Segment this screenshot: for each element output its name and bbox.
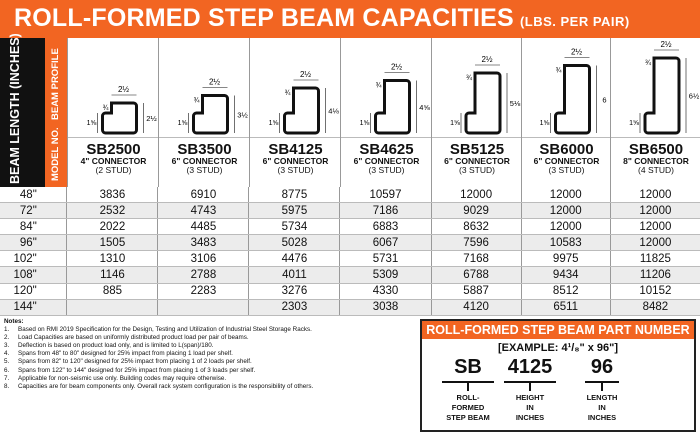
capacity-cell: 7596 <box>431 235 521 251</box>
dim-top-label: 2½ <box>390 62 403 72</box>
label-line: IN <box>526 403 534 412</box>
table-row <box>0 187 700 203</box>
table-row <box>0 219 700 235</box>
beam-length-label: BEAM LENGTH (INCHES) <box>8 33 22 184</box>
model-name: SB5125 <box>449 141 505 158</box>
note-number: 2. <box>4 334 10 342</box>
title-bar <box>0 0 700 38</box>
dim-step-label: ¾ <box>193 97 200 105</box>
spacer-cell <box>45 187 67 203</box>
model-cell-0 <box>67 137 159 187</box>
capacity-cell: 12000 <box>521 203 610 219</box>
model-cell-2 <box>249 137 341 187</box>
part-code-label <box>572 393 632 423</box>
stud-label: (4 STUD) <box>638 165 674 175</box>
spacer-cell <box>45 235 67 251</box>
capacity-cell: 8632 <box>431 219 521 235</box>
dim-left-label: 1⅝ <box>268 120 279 127</box>
beam-outline <box>556 66 590 134</box>
capacity-table <box>0 187 700 316</box>
length-cell: 72" <box>0 203 45 219</box>
capacity-cell: 12000 <box>610 235 700 251</box>
capacity-cell: 5731 <box>340 251 431 267</box>
capacity-cell: 6910 <box>158 187 249 203</box>
dim-left-label: 1⅝ <box>539 120 550 127</box>
note-text: Deflection is based on product load only, and is limited to L(span)/180. <box>18 342 214 350</box>
label-line: FORMED <box>451 403 485 412</box>
note-number: 6. <box>4 366 10 374</box>
note-item <box>4 334 414 342</box>
capacity-cell: 12000 <box>610 203 700 219</box>
model-name: SB4625 <box>359 141 414 158</box>
capacity-cell: 4743 <box>158 203 249 219</box>
note-number: 4. <box>4 350 10 358</box>
spacer-cell <box>45 219 67 235</box>
stud-label: (3 STUD) <box>186 165 223 175</box>
note-text: Based on RMI 2019 Specification for the Design, Testing and Utilization of Industrial Steel Storage Racks. <box>18 326 312 334</box>
beam-profile-drawing <box>341 38 432 137</box>
capacity-cell: 7186 <box>340 203 431 219</box>
capacity-cell: 12000 <box>521 219 610 235</box>
profile-cell-3 <box>340 38 432 137</box>
model-cell-6 <box>610 137 700 187</box>
connector-label: 6" CONNECTOR <box>444 156 510 166</box>
model-name: SB6000 <box>539 141 594 158</box>
title-unit: (LBS. PER PAIR) <box>519 14 630 29</box>
capacity-cell: 1310 <box>67 251 158 267</box>
capacity-cell: 6883 <box>340 219 431 235</box>
capacity-cell: 9029 <box>431 203 521 219</box>
dim-top-label: 2½ <box>208 77 221 87</box>
note-number: 3. <box>4 342 10 350</box>
model-name: SB4125 <box>268 141 323 158</box>
connector-label: 6" CONNECTOR <box>171 156 238 166</box>
dim-height-label: 4⅛ <box>328 106 339 116</box>
capacity-cell: 885 <box>67 283 158 299</box>
title-main: ROLL-FORMED STEP BEAM CAPACITIES <box>14 4 514 32</box>
capacity-cell <box>158 299 249 315</box>
capacity-cell: 3483 <box>158 235 249 251</box>
capacity-cell: 3106 <box>158 251 249 267</box>
stud-label: (3 STUD) <box>277 165 314 175</box>
capacity-cell: 3276 <box>249 283 340 299</box>
model-cell-1 <box>158 137 250 187</box>
beam-profile-drawing <box>159 38 250 137</box>
label-line: HEIGHT <box>515 393 545 402</box>
note-number: 7. <box>4 374 10 382</box>
connector-label: 6" CONNECTOR <box>262 156 329 166</box>
beam-outline <box>466 73 500 133</box>
model-name: SB3500 <box>177 141 232 158</box>
capacity-cell: 4330 <box>340 283 431 299</box>
capacity-cell: 12000 <box>610 187 700 203</box>
table-row <box>0 299 700 315</box>
capacity-cell: 5309 <box>340 267 431 283</box>
beam-profile-label: BEAM PROFILE <box>50 48 61 120</box>
capacity-cell: 2303 <box>249 299 340 315</box>
beam-profile-drawing <box>522 38 611 137</box>
part-code: 4125 <box>507 356 553 378</box>
note-item <box>4 367 414 375</box>
capacity-cell: 5734 <box>249 219 340 235</box>
part-number-box <box>420 319 696 432</box>
model-name: SB6500 <box>628 141 684 158</box>
dim-step-label: ¾ <box>555 67 562 75</box>
capacity-cell: 2283 <box>158 283 249 299</box>
profile-cell-1 <box>158 38 250 137</box>
beam-profile-drawing <box>611 38 700 137</box>
capacity-cell: 10583 <box>521 235 610 251</box>
length-cell: 84" <box>0 219 45 235</box>
capacity-cell: 9434 <box>521 267 610 283</box>
capacity-cell: 8512 <box>521 283 610 299</box>
note-item <box>4 342 414 350</box>
beam-length-header <box>0 33 45 187</box>
capacity-cell: 12000 <box>521 187 610 203</box>
length-cell: 108" <box>0 267 45 283</box>
connector-label: 4" CONNECTOR <box>80 156 147 166</box>
spacer-cell <box>45 299 67 315</box>
profile-cell-2 <box>249 38 341 137</box>
note-number: 5. <box>4 358 10 366</box>
capacity-cell: 5887 <box>431 283 521 299</box>
capacity-cell: 1505 <box>67 235 158 251</box>
beam-profile-drawing <box>250 38 341 137</box>
capacity-cell: 6511 <box>521 299 610 315</box>
connector-label: 6" CONNECTOR <box>533 156 600 166</box>
table-row <box>0 283 700 299</box>
length-cell: 48" <box>0 187 45 203</box>
profile-cell-5 <box>521 38 611 137</box>
dim-step-label: ¾ <box>466 75 472 82</box>
capacity-cell <box>67 299 158 315</box>
label-line: INCHES <box>515 413 545 422</box>
note-item <box>4 358 414 366</box>
profile-cell-0 <box>67 38 159 137</box>
stud-label: (3 STUD) <box>459 165 495 175</box>
beam-profile-drawing <box>68 38 159 137</box>
dim-height-label: 6½ <box>688 91 700 101</box>
capacity-cell: 8775 <box>249 187 340 203</box>
note-text: Load Capacities are based on uniformly distributed product load per pair of beams. <box>18 334 249 342</box>
notes <box>4 318 414 391</box>
capacity-cell: 10152 <box>610 283 700 299</box>
spacer-cell <box>45 251 67 267</box>
table-row <box>0 235 700 251</box>
capacity-cell: 11825 <box>610 251 700 267</box>
capacity-cell: 3836 <box>67 187 158 203</box>
capacity-cell: 2022 <box>67 219 158 235</box>
beam-profile-header <box>45 38 67 137</box>
code-tick <box>601 381 603 391</box>
label-line: STEP BEAM <box>446 413 490 422</box>
spacer-cell <box>45 267 67 283</box>
label-line: ROLL- <box>456 393 480 402</box>
note-text: Capacities are for beam components only. Overall rack system configuration is the responsibility of others. <box>18 382 314 390</box>
dim-left-label: 1⅝ <box>629 120 639 127</box>
note-text: Spans from 122" to 144" designed for 25% impact from placing 1 of 3 loads per shelf. <box>18 366 256 374</box>
label-line: IN <box>598 403 606 412</box>
capacity-cell: 7168 <box>431 251 521 267</box>
capacity-cell: 8482 <box>610 299 700 315</box>
beam-profile-drawing <box>432 38 522 137</box>
dim-top-label: 2½ <box>299 70 312 79</box>
capacity-cell: 4485 <box>158 219 249 235</box>
capacity-cell: 5028 <box>249 235 340 251</box>
dim-step-label: ¾ <box>375 82 382 90</box>
stud-label: (2 STUD) <box>95 165 132 175</box>
note-number: 8. <box>4 382 10 390</box>
dim-step-label: ¾ <box>284 90 291 97</box>
dim-top-label: 2½ <box>570 47 583 57</box>
dim-height-label: 4⅝ <box>419 102 430 112</box>
length-cell: 120" <box>0 283 45 299</box>
part-code-label <box>438 393 498 423</box>
dim-top-label: 2½ <box>117 85 130 94</box>
dim-height-label: 3½ <box>237 110 248 120</box>
capacity-cell: 12000 <box>610 219 700 235</box>
length-cell: 144" <box>0 299 45 315</box>
note-item <box>4 375 414 383</box>
capacity-cell: 6067 <box>340 235 431 251</box>
note-text: Spans from 48" to 80" designed for 25% impact from placing 1 load per shelf. <box>18 350 233 358</box>
capacity-cell: 4476 <box>249 251 340 267</box>
capacity-cell: 12000 <box>431 187 521 203</box>
capacity-cell: 2532 <box>67 203 158 219</box>
capacity-cell: 1146 <box>67 267 158 283</box>
label-line: LENGTH <box>586 393 618 402</box>
beam-outline <box>645 58 679 133</box>
part-number-example: [EXAMPLE: 4¹/₈" x 96"] <box>497 342 619 354</box>
note-item <box>4 383 414 391</box>
page-title <box>14 4 630 33</box>
dim-top-label: 2½ <box>481 55 493 64</box>
notes-heading: Notes: <box>4 318 24 325</box>
spacer-cell <box>45 283 67 299</box>
code-tick <box>467 381 469 391</box>
profile-cell-4 <box>431 38 522 137</box>
profile-cell-6 <box>610 38 700 137</box>
capacity-cell: 2788 <box>158 267 249 283</box>
table-row <box>0 251 700 267</box>
dim-height-label: 5⅛ <box>509 99 521 108</box>
code-tick <box>529 381 531 391</box>
dim-step-label: ¾ <box>102 105 109 112</box>
label-line: INCHES <box>587 413 617 422</box>
note-number: 1. <box>4 326 10 334</box>
note-item <box>4 350 414 358</box>
length-cell: 96" <box>0 235 45 251</box>
note-item <box>4 326 414 334</box>
capacity-cell: 3038 <box>340 299 431 315</box>
stud-label: (3 STUD) <box>548 165 585 175</box>
model-no-header <box>45 127 67 187</box>
connector-label: 6" CONNECTOR <box>353 156 420 166</box>
capacity-cell: 6788 <box>431 267 521 283</box>
part-code-label <box>500 393 560 423</box>
dim-left-label: 1⅝ <box>450 120 460 127</box>
dim-left-label: 1⅝ <box>359 120 370 127</box>
dim-height-label: 2½ <box>146 114 157 123</box>
capacity-cell: 9975 <box>521 251 610 267</box>
note-text: Applicable for non-seismic use only. Building codes may require otherwise. <box>18 374 227 382</box>
model-no-label: MODEL NO. <box>50 127 61 181</box>
capacity-cell: 5975 <box>249 203 340 219</box>
connector-label: 8" CONNECTOR <box>623 156 689 166</box>
note-text: Spans from 82" to 120" designed for 25% impact from placing 1 of 2 loads per shelf. <box>18 358 252 366</box>
capacity-cell: 4011 <box>249 267 340 283</box>
model-cell-4 <box>431 137 522 187</box>
dim-left-label: 1⅝ <box>86 120 97 127</box>
model-name: SB2500 <box>86 141 141 158</box>
part-code: 96 <box>590 356 614 378</box>
dim-step-label: ¾ <box>645 60 651 67</box>
spacer-cell <box>45 203 67 219</box>
dim-top-label: 2½ <box>660 40 672 49</box>
part-number-heading: ROLL-FORMED STEP BEAM PART NUMBER <box>422 321 694 339</box>
length-cell: 102" <box>0 251 45 267</box>
capacity-cell: 11206 <box>610 267 700 283</box>
model-cell-3 <box>340 137 432 187</box>
stud-label: (3 STUD) <box>368 165 405 175</box>
dim-left-label: 1⅝ <box>177 120 188 127</box>
model-cell-5 <box>521 137 611 187</box>
capacity-cell: 4120 <box>431 299 521 315</box>
capacity-cell: 10597 <box>340 187 431 203</box>
part-code: SB <box>454 356 482 378</box>
dim-height-label: 6 <box>602 95 607 105</box>
table-row <box>0 267 700 283</box>
table-row <box>0 203 700 219</box>
